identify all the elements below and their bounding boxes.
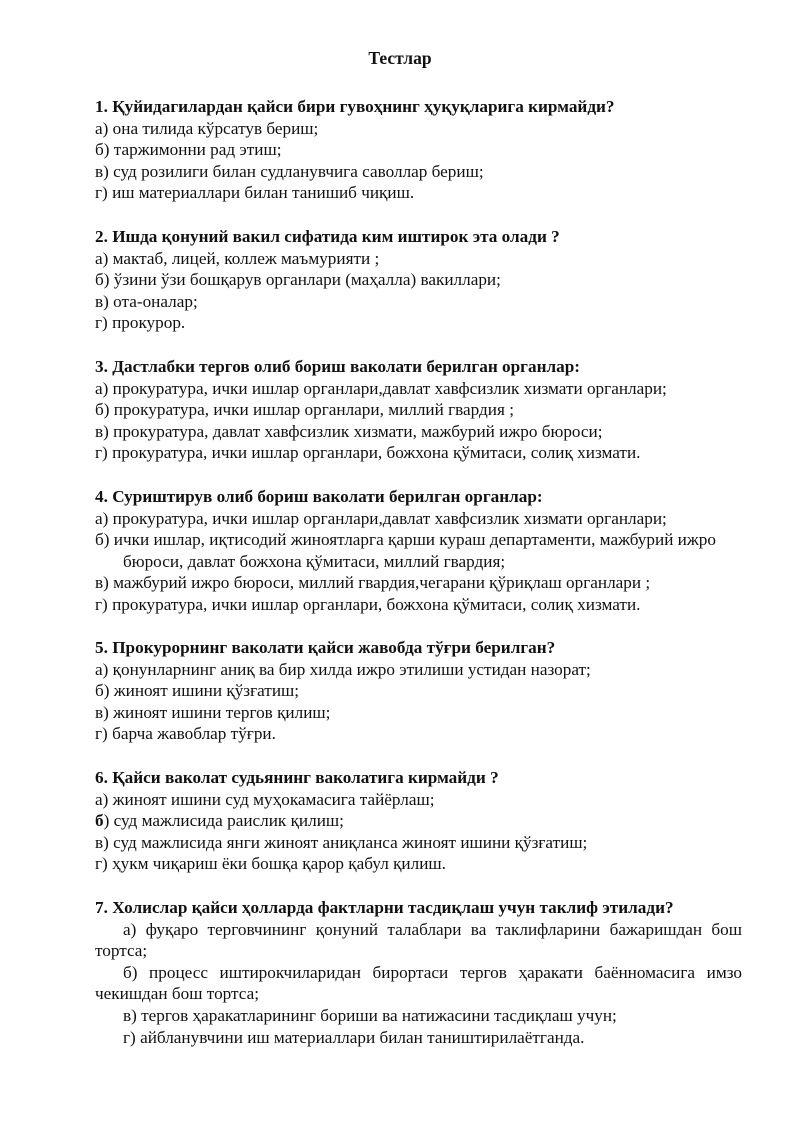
question-2 [95, 226, 745, 334]
answer-option: б) ички ишлар, иқтисодий жиноятларга қарши кураш департаменти, мажбурий ижро бюроси, давлат божхона қўмитаси, миллий гвардия; [95, 530, 716, 571]
answer-option: б) таржимонни рад этиш; [95, 140, 282, 160]
answer-option: г) барча жавоблар тўғри. [95, 724, 276, 744]
question-4 [95, 486, 745, 616]
answer-option: в) жиноят ишини тергов қилиш; [95, 702, 331, 722]
answer-option: в) суд мажлисида янги жиноят аниқланса жиноят ишини қўзғатиш; [95, 832, 588, 852]
question-6 [95, 767, 745, 875]
question-3 [95, 356, 745, 464]
answer-option: г) прокуратура, ички ишлар органлари, божхона қўмитаси, солиқ хизмати. [95, 594, 641, 614]
answer-option: в) ота-оналар; [95, 291, 198, 311]
question-5 [95, 637, 745, 745]
answer-option: а) қонунларнинг аниқ ва бир хилда ижро этилиши устидан назорат; [95, 659, 591, 679]
answer-option: г) айбланувчини иш материаллари билан таништирилаётганда. [123, 1027, 585, 1047]
answer-option: а) прокуратура, ички ишлар органлари,давлат хавфсизлик хизмати органлари; [95, 378, 667, 398]
question-text: 3. Дастлабки тергов олиб бориш ваколати берилган органлар: [95, 357, 580, 376]
answer-option: г) прокурор. [95, 313, 186, 333]
question-text: 7. Холислар қайси ҳолларда фактларни тасдиқлаш учун таклиф этилади? [95, 898, 674, 917]
question-1 [95, 96, 745, 204]
answer-option: а) жиноят ишини суд муҳокамасига тайёрлаш; [95, 789, 435, 809]
answer-option: а) мактаб, лицей, коллеж маъмурияти ; [95, 248, 380, 268]
question-text: 6. Қайси ваколат судьянинг ваколатига кирмайди ? [95, 768, 499, 787]
answer-option: в) мажбурий ижро бюроси, миллий гвардия,чегарани қўриқлаш органлари ; [95, 573, 651, 593]
answer-option: в) тергов ҳаракатларининг бориши ва натижасини тасдиқлаш учун; [123, 1005, 617, 1025]
answer-text: ) суд мажлисида раислик қилиш; [103, 811, 344, 831]
question-text: 4. Суриштирув олиб бориш ваколати берилган органлар: [95, 487, 543, 506]
question-7 [95, 897, 745, 1048]
answer-option: в) суд розилиги билан судланувчига саволлар бериш; [95, 161, 484, 181]
answer-option: а) прокуратура, ички ишлар органлари,давлат хавфсизлик хизмати органлари; [95, 508, 667, 528]
answer-option [95, 810, 745, 832]
answer-option: в) прокуратура, давлат хавфсизлик хизмати, мажбурий ижро бюроси; [95, 421, 603, 441]
answer-option: а) она тилида кўрсатув бериш; [95, 118, 319, 138]
answer-option: б) прокуратура, ички ишлар органлари, миллий гвардия ; [95, 400, 514, 420]
question-text: 5. Прокурорнинг ваколати қайси жавобда тўғри берилган? [95, 638, 556, 657]
answer-option: б) жиноят ишини қўзғатиш; [95, 681, 300, 701]
answer-option: г) ҳукм чиқариш ёки бошқа қарор қабул қилиш. [95, 854, 446, 874]
answer-option: г) иш материаллари билан танишиб чиқиш. [95, 183, 415, 203]
page-title: Тестлар [368, 48, 432, 68]
question-text: 1. Қуйидагилардан қайси бири гувоҳнинг ҳуқуқларига кирмайди? [95, 97, 615, 116]
question-text: 2. Ишда қонуний вакил сифатида ким иштирок эта олади ? [95, 227, 560, 246]
answer-option: б) ўзини ўзи бошқарув органлари (маҳалла) вакиллари; [95, 270, 501, 290]
answer-option: г) прокуратура, ички ишлар органлари, божхона қўмитаси, солиқ хизмати. [95, 443, 641, 463]
answer-option: а) фуқаро терговчининг қонуний талаблари ва таклифларини бажаришдан бош тортса; [95, 919, 742, 961]
answer-letter-bold: б [95, 811, 104, 831]
answer-option: б) процесс иштирокчиларидан бирортаси тергов ҳаракати баённомасига имзо чекишдан бош тортса; [95, 962, 742, 1004]
